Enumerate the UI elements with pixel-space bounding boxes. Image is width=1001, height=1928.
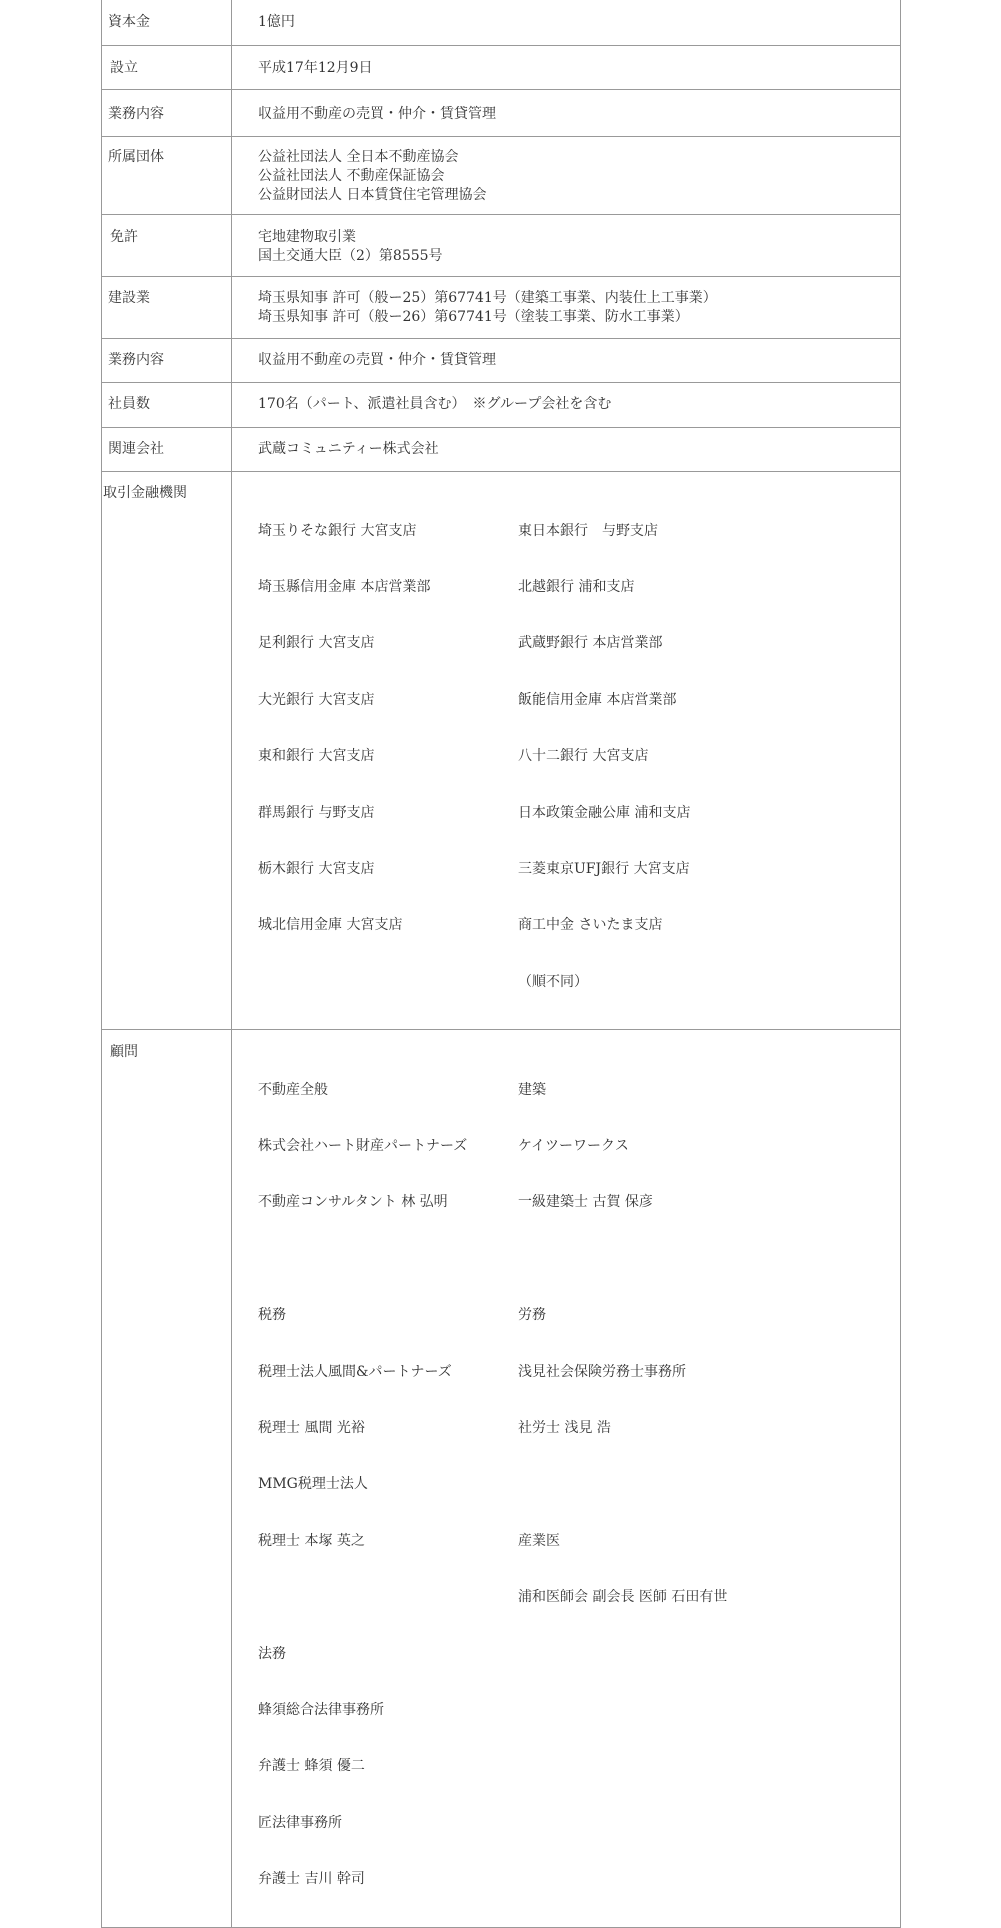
row-value-business-2: 収益用不動産の売買・仲介・賃貸管理 [232, 339, 901, 383]
bank-item: 城北信用金庫 大宮支店 [258, 917, 403, 934]
table-row [102, 215, 901, 277]
affiliation-line: 公益財団法人 日本賃貸住宅管理協会 [258, 186, 487, 203]
bank-item: 東日本銀行 与野支店 [518, 522, 658, 539]
bank-item: 埼玉縣信用金庫 本店営業部 [258, 578, 431, 595]
company-info-table [101, 0, 901, 1928]
advisors-column-2 [518, 1043, 727, 1926]
advisor-item: ケイツーワークス [518, 1138, 629, 1155]
advisor-item: 不動産コンサルタント 林 弘明 [258, 1194, 448, 1211]
row-value-construction [232, 277, 901, 339]
advisor-heading: 産業医 [518, 1532, 560, 1549]
row-label-license: 免許 [102, 215, 232, 277]
advisor-item: 弁護士 吉川 幹司 [258, 1871, 365, 1888]
advisor-item: 浦和医師会 副会長 医師 石田有世 [518, 1589, 728, 1606]
row-value-affiliations [232, 137, 901, 215]
table-row [102, 472, 901, 1030]
banks-columns [258, 484, 900, 1029]
row-label-business-2: 業務内容 [102, 339, 232, 383]
advisor-heading: 不動産全般 [258, 1081, 328, 1098]
banks-column-2 [518, 484, 690, 1029]
table-row [102, 277, 901, 339]
row-label-established: 設立 [102, 46, 232, 90]
advisor-item: 社労士 浅見 浩 [518, 1420, 611, 1437]
bank-item: 大光銀行 大宮支店 [258, 691, 375, 708]
table-row [102, 137, 901, 215]
row-value-established: 平成17年12月9日 [232, 46, 901, 90]
advisor-item: 一級建築士 古賀 保彦 [518, 1194, 653, 1211]
bank-item: 武蔵野銀行 本店営業部 [518, 635, 663, 652]
advisor-spacer [518, 1250, 727, 1269]
row-label-employees: 社員数 [102, 383, 232, 428]
advisor-item: 税理士 本塚 英之 [258, 1532, 365, 1549]
row-value-banks [232, 472, 901, 1030]
bank-item: 栃木銀行 大宮支店 [258, 860, 375, 877]
advisor-item: 弁護士 蜂須 優二 [258, 1758, 365, 1775]
bank-item: 群馬銀行 与野支店 [258, 804, 375, 821]
construction-line: 埼玉県知事 許可（般ー26）第67741号（塗装工事業、防水工事業） [258, 308, 689, 325]
table-row [102, 339, 901, 383]
advisor-item: 浅見社会保険労務士事務所 [518, 1363, 686, 1380]
advisor-heading: 税務 [258, 1307, 286, 1324]
license-line: 宅地建物取引業 [258, 229, 356, 245]
bank-item: 東和銀行 大宮支店 [258, 748, 375, 765]
advisor-item: 株式会社ハート財産パートナーズ [258, 1138, 468, 1155]
advisor-item: 税理士法人風間&パートナーズ [258, 1363, 452, 1380]
table-row [102, 0, 901, 46]
advisor-item: 蜂須総合法律事務所 [258, 1702, 384, 1718]
advisor-heading: 労務 [518, 1307, 546, 1324]
row-label-business: 業務内容 [102, 90, 232, 137]
bank-item: 北越銀行 浦和支店 [518, 578, 635, 595]
table-row [102, 1030, 901, 1927]
advisor-spacer [258, 1250, 518, 1269]
advisor-spacer [518, 1475, 727, 1494]
row-value-advisors [232, 1030, 901, 1927]
row-value-employees: 170名（パート、派遣社員含む） ※グループ会社を含む [232, 383, 901, 428]
bank-item: 足利銀行 大宮支店 [258, 635, 375, 652]
banks-column-1 [258, 484, 518, 1029]
bank-item: 飯能信用金庫 本店営業部 [518, 691, 677, 708]
row-value-related-company: 武蔵コミュニティー株式会社 [232, 428, 901, 472]
bank-item: 日本政策金融公庫 浦和支店 [518, 804, 691, 821]
advisor-item: MMG税理士法人 [258, 1476, 368, 1493]
bank-item: 八十二銀行 大宮支店 [518, 748, 649, 765]
advisor-item: 税理士 風間 光裕 [258, 1420, 365, 1437]
bank-item: 埼玉りそな銀行 大宮支店 [258, 522, 417, 539]
table-row [102, 428, 901, 472]
row-label-banks: 取引金融機関 [102, 472, 232, 1030]
advisor-spacer [258, 1588, 518, 1607]
table-row [102, 46, 901, 90]
bank-item: 商工中金 さいたま支店 [518, 917, 663, 934]
row-label-advisors: 顧問 [102, 1030, 232, 1927]
advisors-column-1 [258, 1043, 518, 1926]
construction-line: 埼玉県知事 許可（般ー25）第67741号（建築工事業、内装仕上工事業） [258, 290, 717, 306]
row-label-affiliations: 所属団体 [102, 137, 232, 215]
row-label-related-company: 関連会社 [102, 428, 232, 472]
table-row [102, 90, 901, 137]
license-line: 国土交通大臣（2）第8555号 [258, 247, 443, 264]
row-value-business: 収益用不動産の売買・仲介・賃貸管理 [232, 90, 901, 137]
advisor-heading: 法務 [258, 1645, 286, 1662]
table-row [102, 383, 901, 428]
row-value-capital: 1億円 [232, 0, 901, 46]
affiliation-line: 公益社団法人 不動産保証協会 [258, 167, 445, 184]
advisors-columns [258, 1043, 900, 1926]
bank-item: 三菱東京UFJ銀行 大宮支店 [518, 860, 690, 877]
row-label-capital: 資本金 [102, 0, 232, 46]
row-label-construction: 建設業 [102, 277, 232, 339]
bank-note: （順不同） [518, 973, 588, 990]
advisor-item: 匠法律事務所 [258, 1814, 342, 1831]
advisor-heading: 建築 [518, 1081, 546, 1098]
row-value-license [232, 215, 901, 277]
affiliation-line: 公益社団法人 全日本不動産協会 [258, 149, 459, 165]
